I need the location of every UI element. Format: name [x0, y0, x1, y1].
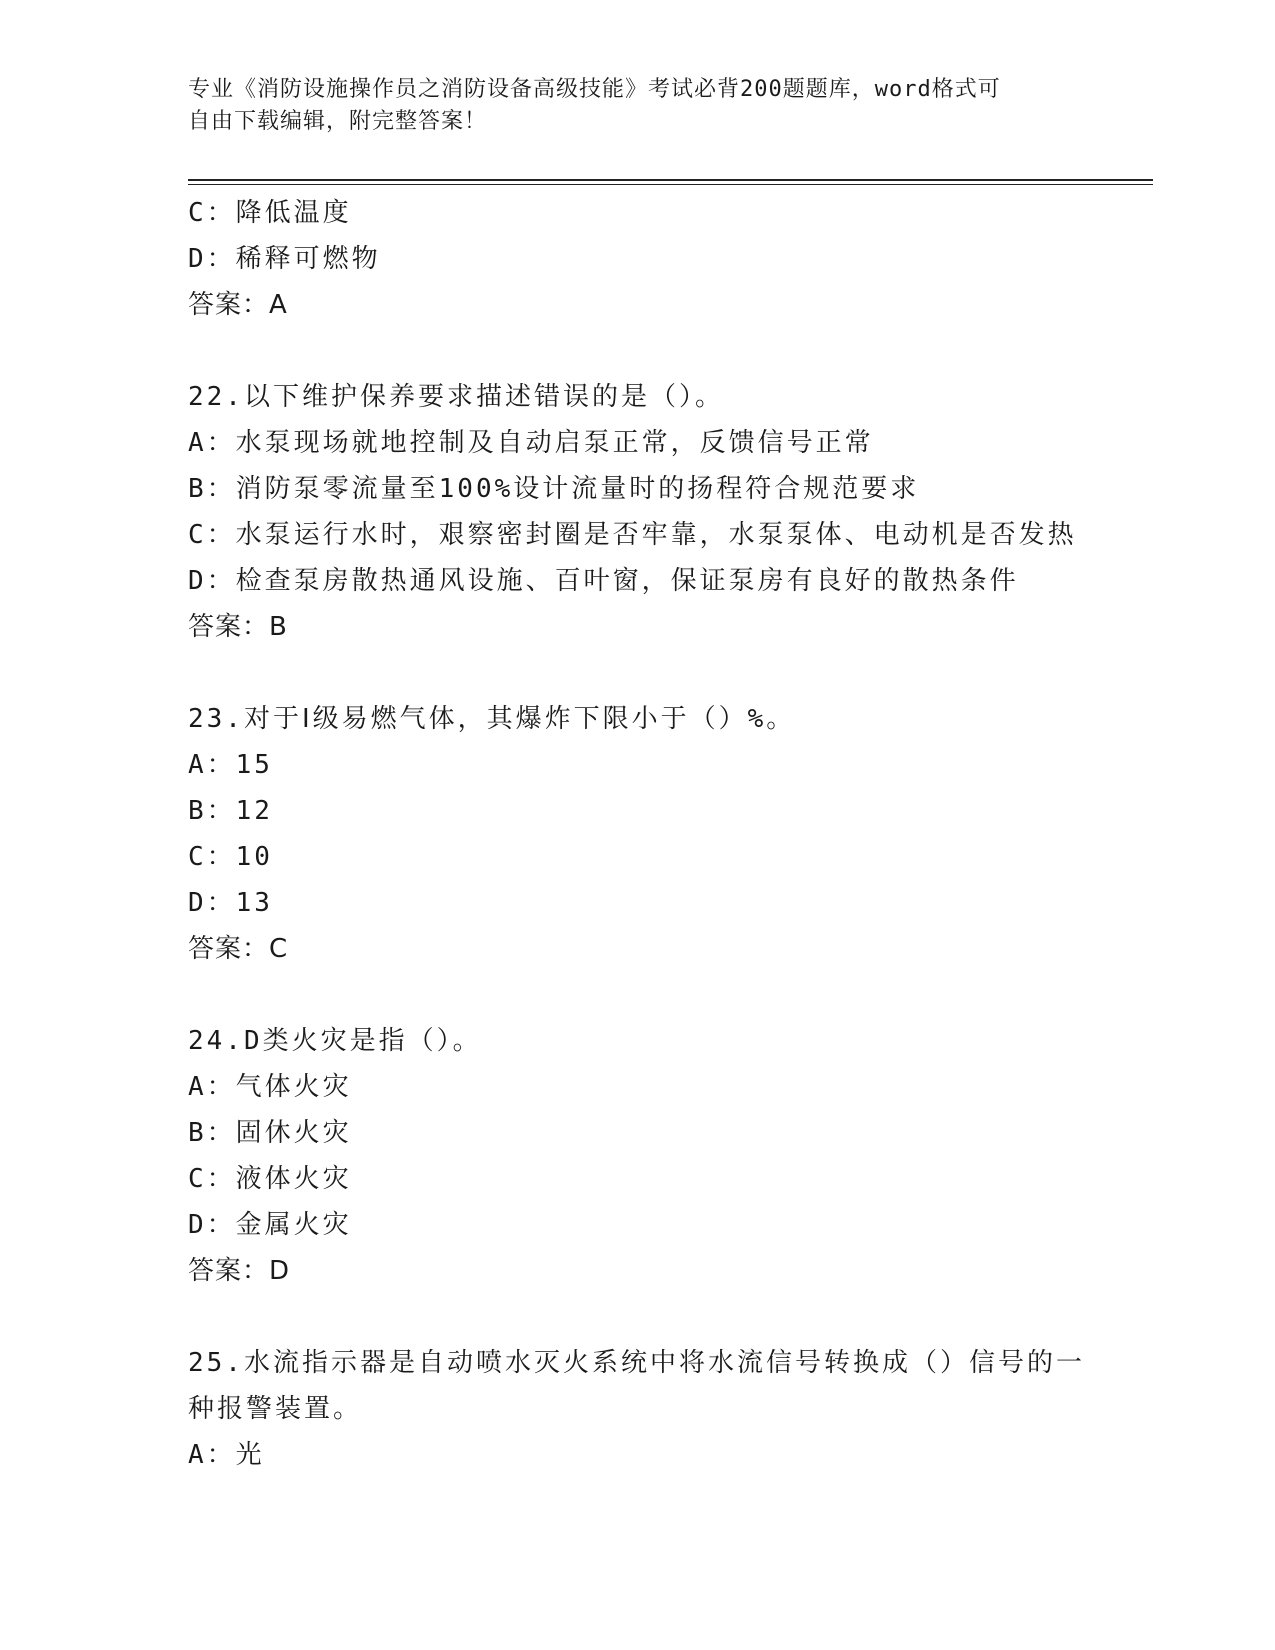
option-line: D：金属火灾	[188, 1210, 352, 1240]
option-line: C：水泵运行水时，艰察密封圈是否牢靠，水泵泵体、电动机是否发热	[188, 520, 1077, 550]
header-rule-thick	[188, 179, 1153, 181]
question-22	[188, 374, 1088, 650]
question-stem: 24.D类火灾是指（）。	[188, 1026, 482, 1056]
answer-line: 答案：C	[188, 934, 289, 964]
question-stem: 22.以下维护保养要求描述错误的是（）。	[188, 382, 724, 412]
question-stem: 23.对于Ⅰ级易燃气体，其爆炸下限小于（）%。	[188, 704, 796, 734]
spacer	[188, 1294, 1088, 1340]
question-stem-continued: 种报警装置。	[188, 1394, 363, 1424]
option-line: D：检查泵房散热通风设施、百叶窗，保证泵房有良好的散热条件	[188, 566, 1019, 596]
option-line: C：降低温度	[188, 198, 352, 228]
option-line: A：15	[188, 750, 273, 780]
question-24	[188, 1018, 1088, 1294]
option-line: A：水泵现场就地控制及自动启泵正常，反馈信号正常	[188, 428, 874, 458]
document-header	[188, 74, 1088, 138]
header-line-1: 专业《消防设施操作员之消防设备高级技能》考试必背200题题库，word格式可	[188, 77, 1001, 102]
option-line: B：12	[188, 796, 273, 826]
option-line: B：固休火灾	[188, 1118, 352, 1148]
question-stem: 25.水流指示器是自动喷水灭火系统中将水流信号转换成（）信号的一	[188, 1348, 1085, 1378]
question-23	[188, 696, 1088, 972]
option-line: C：液体火灾	[188, 1164, 352, 1194]
question-list	[188, 190, 1088, 1478]
option-line: D：13	[188, 888, 273, 918]
spacer	[188, 650, 1088, 696]
option-line: A：光	[188, 1440, 265, 1470]
header-rule-thin	[188, 184, 1153, 185]
option-line: C：10	[188, 842, 273, 872]
option-line: B：消防泵零流量至100%设计流量时的扬程符合规范要求	[188, 474, 920, 504]
answer-line: 答案：A	[188, 290, 288, 320]
answer-line: 答案：B	[188, 612, 288, 642]
spacer	[188, 972, 1088, 1018]
option-line: D：稀释可燃物	[188, 244, 381, 274]
header-line-2: 自由下载编辑，附完整答案！	[188, 109, 488, 134]
option-line: A：气体火灾	[188, 1072, 352, 1102]
carryover-block	[188, 190, 1088, 328]
question-25	[188, 1340, 1088, 1478]
answer-line: 答案：D	[188, 1256, 291, 1286]
spacer	[188, 328, 1088, 374]
